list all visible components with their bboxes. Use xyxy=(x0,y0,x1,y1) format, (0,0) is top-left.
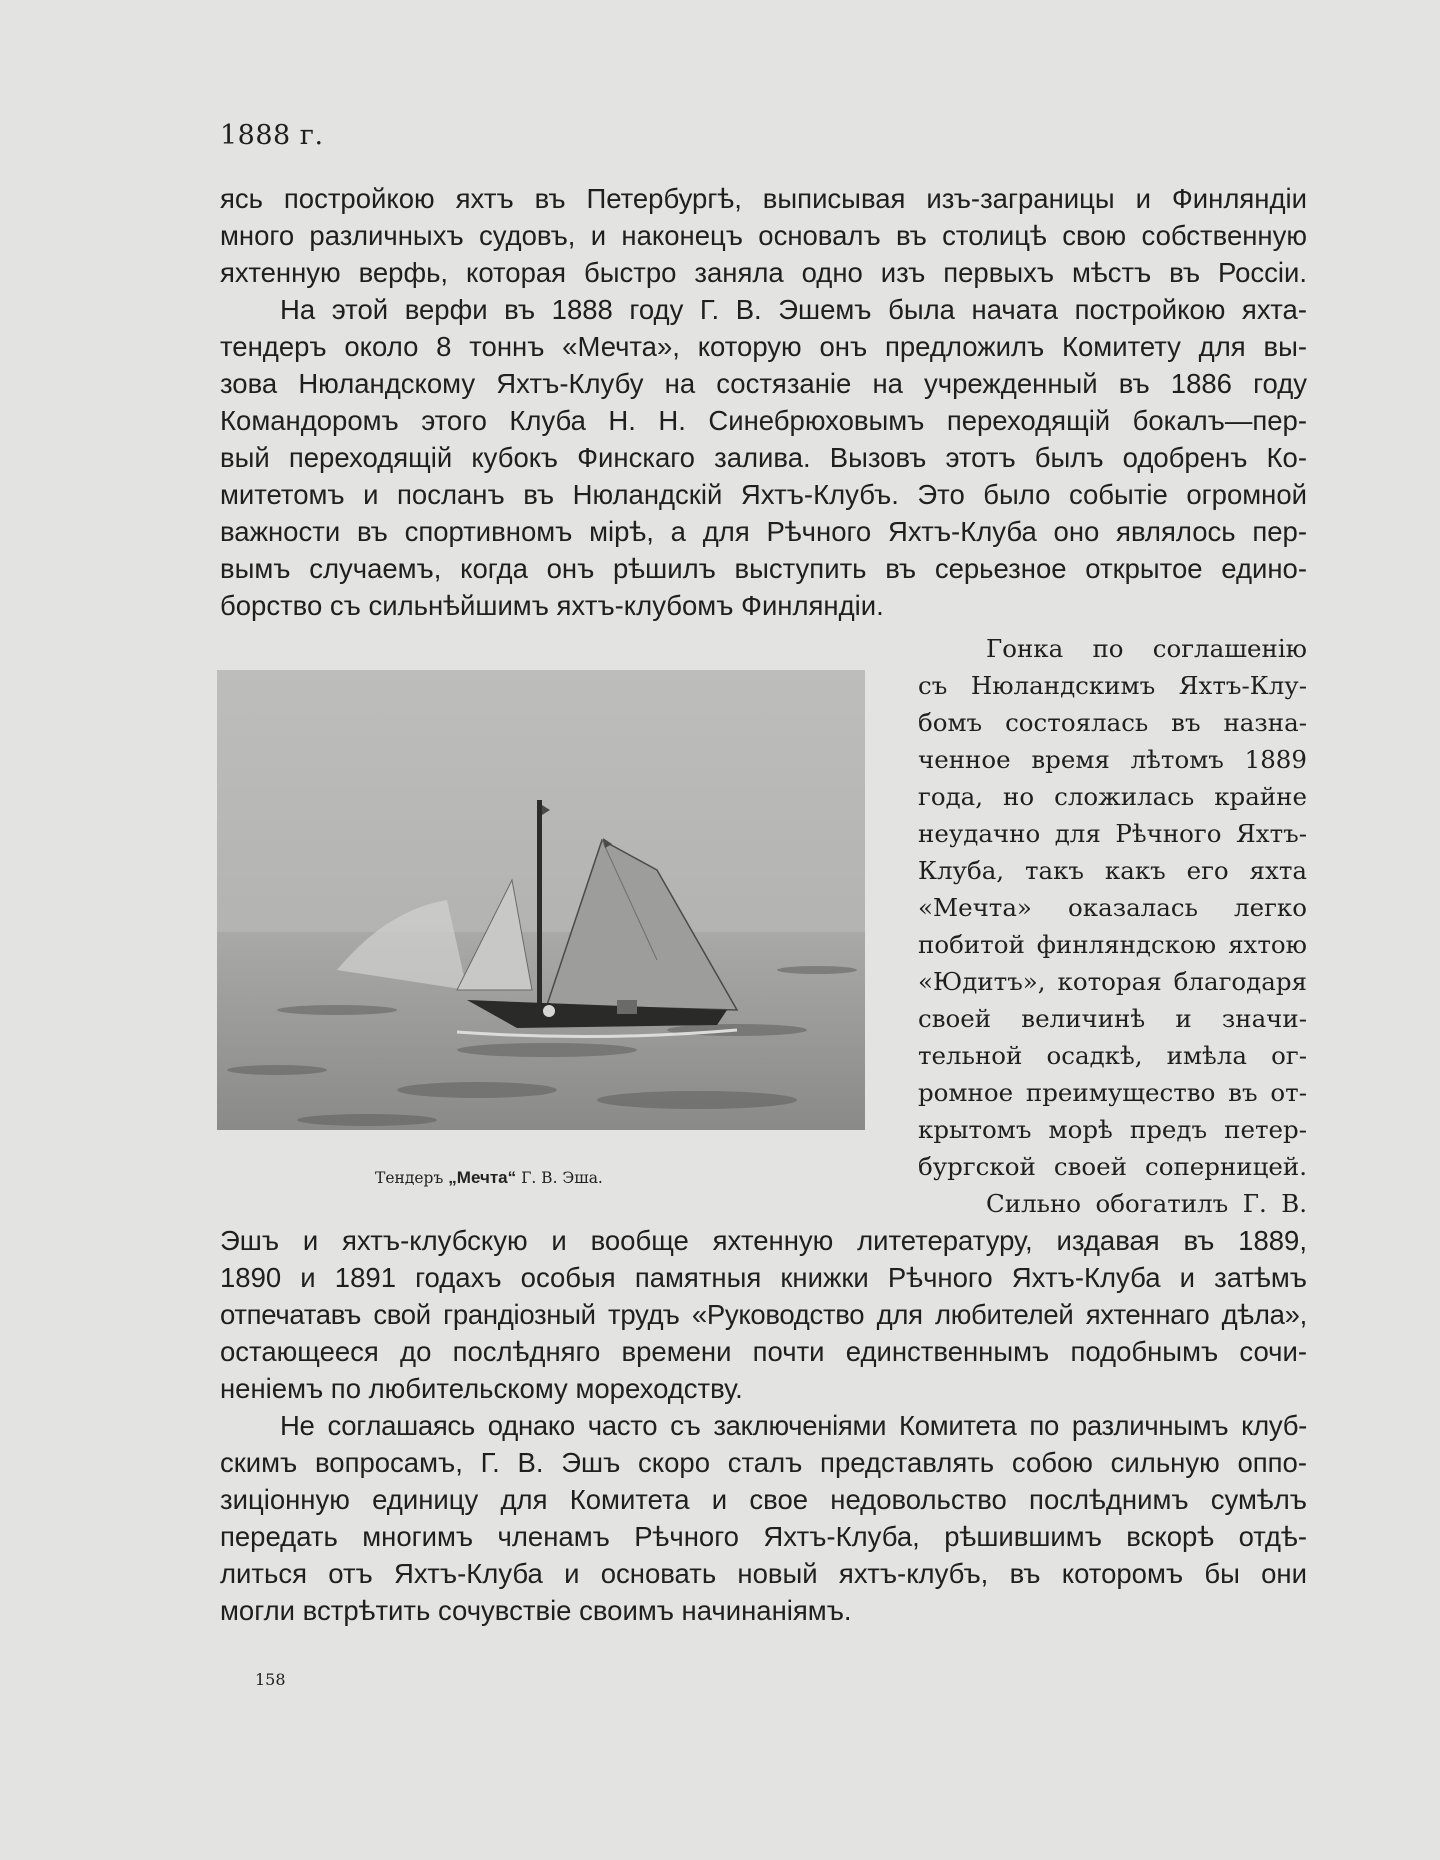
text-line: неудачно для Рѣчного Яхтъ- xyxy=(918,819,1307,848)
text-line: бомъ состоялась въ назна- xyxy=(918,708,1307,737)
text-line: «Юдитъ», которая благодаря xyxy=(918,967,1307,996)
caption-prefix: Тендеръ xyxy=(375,1169,444,1187)
text-line: бургской своей соперницей. xyxy=(918,1152,1307,1181)
figure-caption xyxy=(375,1168,603,1188)
text-line: Эшъ и яхтъ-клубскую и вообще яхтенную литетературу, издавая въ 1889, xyxy=(220,1225,1307,1256)
text-line: важности въ спортивномъ мірѣ, а для Рѣчного Яхтъ-Клуба оно являлось пер- xyxy=(220,516,1307,547)
text-line: зиціонную единицу для Комитета и свое недовольство послѣднимъ сумѣлъ xyxy=(220,1484,1307,1515)
text-line: Клуба, такъ какъ его яхта xyxy=(918,856,1307,885)
text-line: вый переходящій кубокъ Финскаго залива. Вызовъ этотъ былъ одобренъ Ко- xyxy=(220,442,1307,473)
page-header-year: 1888 г. xyxy=(220,120,324,151)
text-line: передать многимъ членамъ Рѣчного Яхтъ-Клуба, рѣшившимъ вскорѣ отдѣ- xyxy=(220,1521,1307,1552)
text-line: крытомъ морѣ предъ петер- xyxy=(918,1115,1307,1144)
text-line: побитой финляндскою яхтою xyxy=(918,930,1307,959)
text-line: борство съ сильнѣйшимъ яхтъ-клубомъ Финляндіи. xyxy=(220,590,884,621)
text-line: яхтенную верфь, которая быстро заняла одно изъ первыхъ мѣстъ въ Россіи. xyxy=(220,257,1307,288)
text-line: вымъ случаемъ, когда онъ рѣшилъ выступить въ серьезное открытое едино- xyxy=(220,553,1307,584)
yacht-photograph xyxy=(217,670,865,1130)
text-line-paragraph-start: Сильно обогатилъ Г. В. xyxy=(986,1189,1307,1218)
text-line: много различныхъ судовъ, и наконецъ основалъ въ столицѣ свою собственную xyxy=(220,220,1307,251)
text-line: тельной осадкѣ, имѣла ог- xyxy=(918,1041,1307,1070)
text-line: «Мечта» оказалась легко xyxy=(918,893,1307,922)
text-line: 1890 и 1891 годахъ особыя памятныя книжки Рѣчного Яхтъ-Клуба и затѣмъ xyxy=(220,1262,1307,1293)
text-line: могли встрѣтить сочувствіе своимъ начинаніямъ. xyxy=(220,1595,852,1626)
page-number: 158 xyxy=(255,1670,286,1689)
caption-yacht-name: „Мечта“ xyxy=(448,1168,517,1187)
text-line: ромное преимущество въ от- xyxy=(918,1078,1307,1107)
text-line: скимъ вопросамъ, Г. В. Эшъ скоро сталъ представлять собою сильную оппо- xyxy=(220,1447,1307,1478)
text-line: Командоромъ этого Клуба Н. Н. Синебрюховымъ переходящій бокалъ—пер- xyxy=(220,405,1307,436)
caption-suffix: Г. В. Эша. xyxy=(521,1169,603,1187)
text-line: года, но сложилась крайне xyxy=(918,782,1307,811)
text-line: зова Нюландскому Яхтъ-Клубу на состязаніе на учрежденный въ 1886 году xyxy=(220,368,1307,399)
text-line: неніемъ по любительскому мореходству. xyxy=(220,1373,743,1404)
sailboat-illustration xyxy=(217,670,865,1130)
text-line: митетомъ и посланъ въ Нюландскій Яхтъ-Клубъ. Это было событіе огромной xyxy=(220,479,1307,510)
text-line-paragraph-start: Не соглашаясь однако часто съ заключеніями Комитета по различнымъ клуб- xyxy=(280,1410,1307,1441)
text-line: литься отъ Яхтъ-Клуба и основать новый яхтъ-клубъ, въ которомъ бы они xyxy=(220,1558,1307,1589)
text-line: ченное время лѣтомъ 1889 xyxy=(918,745,1307,774)
text-line: съ Нюландскимъ Яхтъ-Клу- xyxy=(918,671,1307,700)
text-line-paragraph-start: Гонка по соглашенію xyxy=(986,634,1307,663)
text-line: отпечатавъ свой грандіозный трудъ «Руководство для любителей яхтеннаго дѣла», xyxy=(220,1299,1307,1330)
text-line: тендеръ около 8 тоннъ «Мечта», которую онъ предложилъ Комитету для вы- xyxy=(220,331,1307,362)
text-line: остающееся до послѣдняго времени почти единственнымъ подобнымъ сочи- xyxy=(220,1336,1307,1367)
text-line: ясь постройкою яхтъ въ Петербургѣ, выписывая изъ-заграницы и Финляндіи xyxy=(220,183,1307,214)
text-line-paragraph-start: На этой верфи въ 1888 году Г. В. Эшемъ была начата постройкою яхта- xyxy=(280,294,1307,325)
text-line: своей величинѣ и значи- xyxy=(918,1004,1307,1033)
